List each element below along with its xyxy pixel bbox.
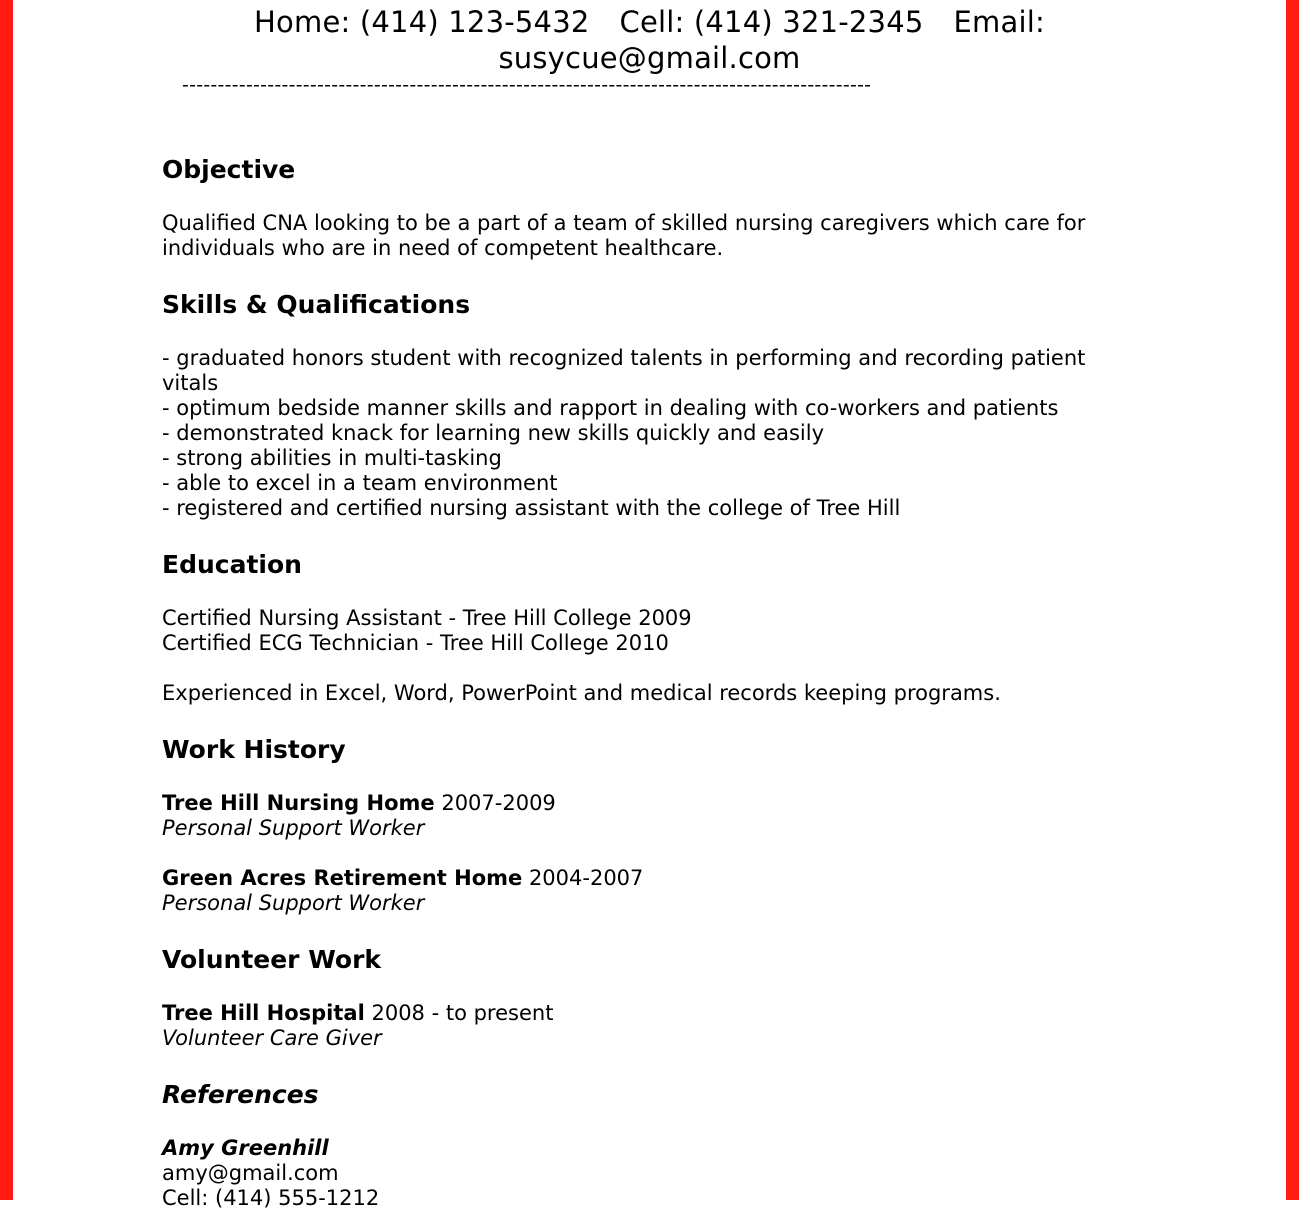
- contact-line-1: [0, 4, 1299, 40]
- volunteer-years: 2008 - to present: [364, 1001, 554, 1025]
- objective-line: Qualified CNA looking to be a part of a team of skilled nursing caregivers which care for: [162, 211, 1086, 235]
- job-years: 2004-2007: [522, 866, 644, 890]
- skills-heading: Skills & Qualifications: [162, 290, 471, 319]
- dashed-divider: -------------------------------------------------------------------------------------------------: [182, 74, 872, 96]
- job-entry: [162, 866, 643, 891]
- cell-phone: Cell: (414) 321-2345: [619, 5, 924, 39]
- reference-cell: Cell: (414) 555-1212: [162, 1186, 380, 1210]
- skill-line: - graduated honors student with recognized talents in performing and recording patient: [162, 346, 1086, 370]
- volunteer-org: Tree Hill Hospital: [162, 1001, 365, 1025]
- contact-block: [0, 4, 1299, 76]
- objective-line: individuals who are in need of competent healthcare.: [162, 236, 724, 260]
- home-phone: Home: (414) 123-5432: [254, 5, 590, 39]
- education-line: Certified ECG Technician - Tree Hill College 2010: [162, 631, 669, 655]
- volunteer-heading: Volunteer Work: [162, 945, 382, 974]
- email-label: Email:: [953, 5, 1045, 39]
- job-employer: Green Acres Retirement Home: [162, 866, 523, 890]
- job-employer: Tree Hill Nursing Home: [162, 791, 435, 815]
- job-entry: [162, 791, 556, 816]
- volunteer-role: Volunteer Care Giver: [162, 1026, 382, 1050]
- email-address: susycue@gmail.com: [498, 41, 801, 75]
- education-extra: Experienced in Excel, Word, PowerPoint and medical records keeping programs.: [162, 681, 1001, 705]
- skill-line: - demonstrated knack for learning new skills quickly and easily: [162, 421, 825, 445]
- volunteer-entry: [162, 1001, 553, 1026]
- reference-email: amy@gmail.com: [162, 1161, 339, 1185]
- references-heading: References: [162, 1080, 319, 1109]
- skill-line: - able to excel in a team environment: [162, 471, 558, 495]
- job-years: 2007-2009: [434, 791, 556, 815]
- skill-line: - registered and certified nursing assistant with the college of Tree Hill: [162, 496, 901, 520]
- skill-line: vitals: [162, 371, 219, 395]
- job-role: Personal Support Worker: [162, 816, 425, 840]
- objective-heading: Objective: [162, 155, 296, 184]
- job-role: Personal Support Worker: [162, 891, 425, 915]
- education-heading: Education: [162, 550, 302, 579]
- reference-name: Amy Greenhill: [162, 1136, 329, 1160]
- work-history-heading: Work History: [162, 735, 346, 764]
- skill-line: - strong abilities in multi-tasking: [162, 446, 502, 470]
- education-line: Certified Nursing Assistant - Tree Hill College 2009: [162, 606, 692, 630]
- skill-line: - optimum bedside manner skills and rapport in dealing with co-workers and patients: [162, 396, 1059, 420]
